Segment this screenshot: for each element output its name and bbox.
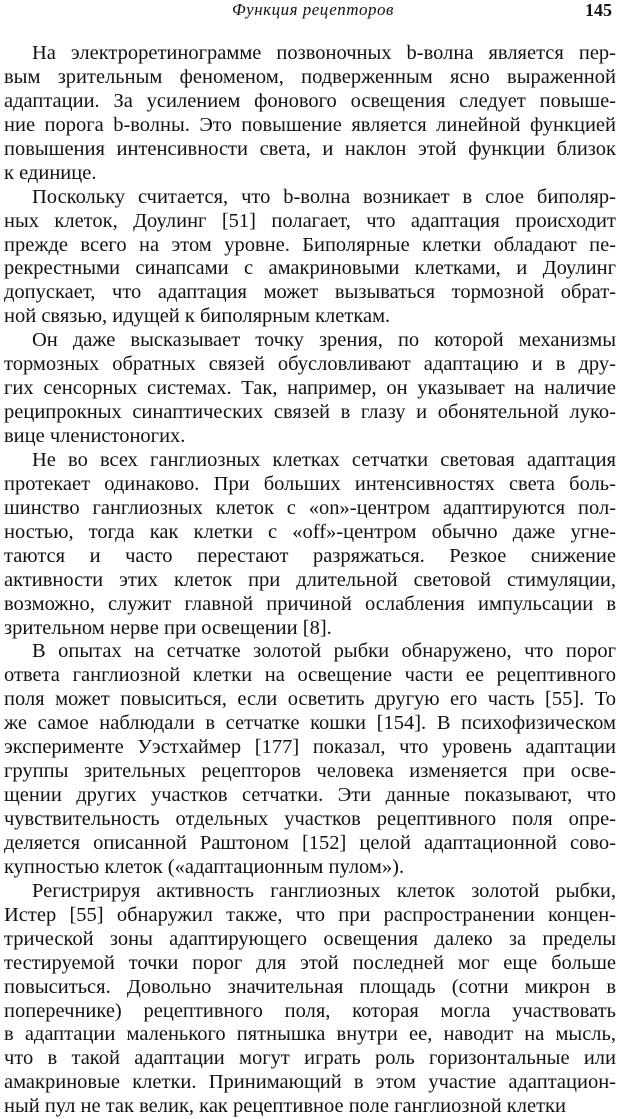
text-line: эксперименте Уэстхаймер [177] показал, что уровень адаптации (4, 736, 616, 759)
paragraph (4, 880, 616, 1119)
text-line: прежде всего на этом уровне. Биполярные клетки обладают пе- (4, 233, 616, 256)
text-line: Не во всех ганглиозных клетках сетчатки световая адаптация (32, 448, 616, 471)
text-line: Регистрируя активность ганглиозных клеток золотой рыбки, (32, 879, 616, 902)
text-line: ной связью, идущей к биполярным клеткам. (4, 305, 391, 328)
text-line: поля может повыситься, если осветить другую его часть [55]. То (4, 688, 616, 711)
paragraph (4, 42, 616, 186)
text-line: деляется описанной Раштоном [152] целой адаптационной сово- (4, 831, 616, 854)
text-line: таются и часто перестают разряжаться. Резкое снижение (4, 544, 616, 567)
text-line: рекрестными синапсами с амакриновыми клетками, и Доулинг (4, 257, 616, 280)
text-line: поперечнике) рецептивного поля, которая могла участвовать (4, 999, 616, 1022)
text-line: ный пул не так велик, как рецептивное поле ганглиозной клетки (4, 1095, 566, 1118)
body-text (4, 42, 616, 1119)
text-line: тестируемой точки порог для этой последней мог еще больше (4, 951, 616, 974)
text-line: ностью, тогда как клетки с «off»-центром обычно даже угне- (4, 520, 616, 543)
text-line: ние порога b-волны. Это повышение является линейной функцией (4, 113, 616, 136)
text-line: активности этих клеток при длительной световой стимуляции, (4, 568, 616, 591)
text-line: На электроретинограмме позвоночных b-волна является пер- (32, 42, 616, 64)
text-line: что в такой адаптации могут играть роль горизонтальные или (4, 1047, 616, 1070)
text-line: тормозных обратных связей обусловливают адаптацию и в дру- (4, 353, 616, 376)
text-line: гих сенсорных системах. Так, например, он указывает на наличие (4, 377, 616, 400)
text-line: протекает одинаково. При больших интенсивностях света боль- (4, 472, 616, 495)
text-line: группы зрительных рецепторов человека изменяется при осве- (4, 760, 616, 783)
paragraph (4, 186, 616, 330)
running-head: Функция рецепторов (232, 0, 394, 19)
paragraph (4, 329, 616, 449)
page-number: 145 (585, 0, 612, 20)
text-line: вым зрительным феноменом, подверженным ясно выраженной (4, 65, 616, 88)
paragraph (4, 449, 616, 641)
text-line: ных клеток, Доулинг [51] полагает, что адаптация происходит (4, 209, 616, 232)
text-line: вице членистоногих. (4, 425, 186, 447)
text-line: Он даже высказывает точку зрения, по которой механизмы (32, 329, 616, 352)
text-line: возможно, служит главной причиной ослабления импульсации в (4, 592, 616, 615)
text-line: же самое наблюдали в сетчатке кошки [154]. В психофизическом (4, 712, 616, 735)
text-line: чувствительность отдельных участков рецептивного поля опре- (4, 808, 616, 830)
text-line: трической зоны адаптирующего освещения далеко за пределы (4, 927, 616, 950)
text-line: реципрокных синаптических связей в глазу и обонятельной луко- (4, 401, 616, 424)
text-line: зрительном нерве при освещении [8]. (4, 616, 332, 639)
paragraph (4, 640, 616, 879)
text-line: адаптации. За усилением фонового освещения следует повыше- (4, 89, 616, 112)
text-line: амакриновые клетки. Принимающий в этом участие адаптацион- (4, 1071, 616, 1094)
text-line: шинство ганглиозных клеток с «on»-центром адаптируются пол- (4, 496, 616, 519)
text-line: повышения интенсивности света, и наклон этой функции близок (4, 137, 616, 160)
text-line: в адаптации маленького пятнышка внутри ее, наводит на мысль, (4, 1023, 616, 1046)
text-line: к единице. (4, 161, 97, 184)
text-line: В опытах на сетчатке золотой рыбки обнаружено, что порог (32, 640, 616, 663)
text-line: Поскольку считается, что b-волна возникает в слое биполяр- (32, 185, 616, 208)
text-line: повыситься. Довольно значительная площадь (сотни микрон в (4, 975, 616, 998)
text-line: щении других участков сетчатки. Эти данные показывают, что (4, 784, 616, 807)
text-line: ответа ганглиозной клетки на освещение части ее рецептивного (4, 664, 616, 687)
text-line: допускает, что адаптация может вызываться тормозной обрат- (4, 281, 616, 304)
text-line: купностью клеток («адаптационным пулом»). (4, 855, 405, 878)
text-line: Истер [55] обнаружил также, что при распространении концен- (4, 903, 616, 926)
